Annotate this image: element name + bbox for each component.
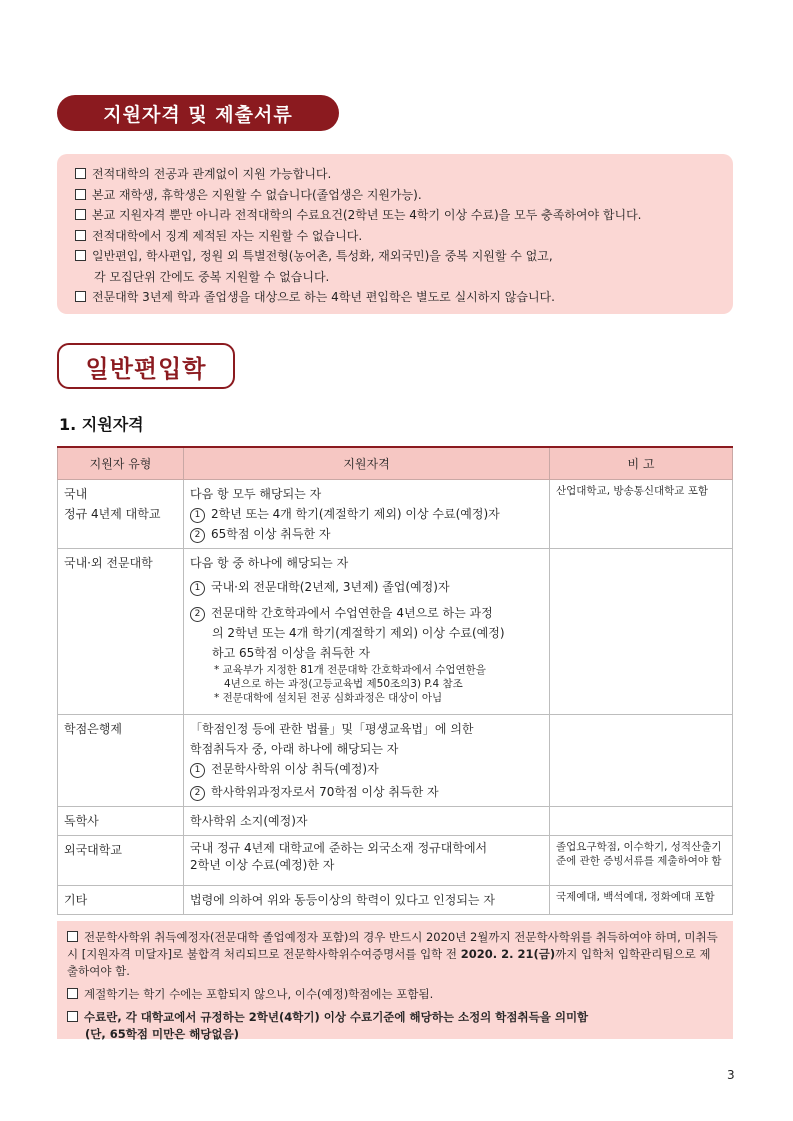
table-row — [58, 480, 733, 549]
circled-two-icon: 2 — [190, 528, 205, 543]
note-cell — [550, 807, 733, 836]
notice-line: 일반편입, 학사편입, 정원 외 특별전형(농어촌, 특성화, 재외국민)을 중복 지원할 수 없고, — [75, 246, 717, 267]
column-header: 지원자 유형 — [58, 447, 184, 480]
page-number: 3 — [727, 1068, 735, 1082]
applicant-type: 독학사 — [58, 807, 184, 836]
checkbox-icon — [75, 189, 86, 200]
checkbox-icon — [67, 988, 78, 999]
notice-line: 본교 재학생, 휴학생은 지원할 수 없습니다(졸업생은 지원가능). — [75, 185, 717, 206]
column-header: 지원자격 — [184, 447, 550, 480]
qualification-cell: 국내 정규 4년제 대학교에 준하는 외국소재 정규대학에서 2학년 이상 수료(예정)한 자 — [184, 836, 550, 886]
note-cell: 국제예대, 백석예대, 정화예대 포함 — [550, 886, 733, 915]
notice-line: 전문대학 3년제 학과 졸업생을 대상으로 하는 4학년 편입학은 별도로 실시하지 않습니다. — [75, 287, 717, 308]
checkbox-icon — [75, 291, 86, 302]
section-title: 일반편입학 — [57, 343, 235, 389]
circled-one-icon: 1 — [190, 763, 205, 778]
checkbox-icon — [67, 931, 78, 942]
circled-one-icon: 1 — [190, 508, 205, 523]
notice-line: 전적대학의 전공과 관계없이 지원 가능합니다. — [75, 164, 717, 185]
qualification-cell: 학사학위 소지(예정)자 — [184, 807, 550, 836]
note-cell — [550, 549, 733, 715]
table-row — [58, 715, 733, 807]
applicant-type: 국내·외 전문대학 — [58, 549, 184, 715]
note-cell — [550, 715, 733, 807]
banner-title: 지원자격 및 제출서류 — [103, 103, 293, 126]
checkbox-icon — [75, 209, 86, 220]
table-row — [58, 549, 733, 715]
subheading: 1. 지원자격 — [59, 415, 144, 434]
footnote-item: 전문학사학위 취득예정자(전문대학 졸업예정자 포함)의 경우 반드시 2020년 2월까지 전문학사학위를 취득하여야 하며, 미취득 시 [지원자격 미달자]로 불합격 처리되므로 전문학사학위수여증명서를 입학 전 2020. 2. 21(금)까지 입학처 입학관리팀으로 제출하여야 함. — [67, 930, 718, 978]
applicant-type: 기타 — [58, 886, 184, 915]
circled-one-icon: 1 — [190, 581, 205, 596]
qualification-cell: 다음 항 모두 해당되는 자 1 2학년 또는 4개 학기(계절학기 제외) 이상 수료(예정)자 2 65학점 이상 취득한 자 — [184, 480, 550, 549]
notice-box — [57, 154, 733, 314]
section-banner — [57, 95, 339, 131]
qualification-cell: 다음 항 중 하나에 해당되는 자 1 국내·외 전문대학(2년제, 3년제) 졸업(예정)자 2 전문대학 간호학과에서 수업연한을 4년으로 하는 과정 의 2학년 또는 4개 학기(계절학기 제외) 이상 수료(예정) 하고 65학점 이상을 취득한 자 * 교육부가 지정한 81개 전문대학 간호학과에서 수업연한을 4년으로 하는 과정(고등교육법 제50조의3) P.4 참조 * 전문대학에 설치된 전공 심화과정은 대상이 아님 — [184, 549, 550, 715]
column-header: 비 고 — [550, 447, 733, 480]
note-cell: 졸업요구학점, 이수학기, 성적산출기준에 관한 증빙서류를 제출하여야 함 — [550, 836, 733, 886]
circled-two-icon: 2 — [190, 607, 205, 622]
notice-line: 각 모집단위 간에도 중복 지원할 수 없습니다. — [94, 269, 330, 284]
circled-two-icon: 2 — [190, 786, 205, 801]
table-row — [58, 886, 733, 915]
table-row — [58, 807, 733, 836]
applicant-type: 국내 정규 4년제 대학교 — [58, 480, 184, 549]
qualification-cell: 「학점인정 등에 관한 법률」및「평생교육법」에 의한 학점취득자 중, 아래 하나에 해당되는 자 1 전문학사학위 이상 취득(예정)자 2 학사학위과정자로서 70학점 이상 취득한 자 — [184, 715, 550, 807]
checkbox-icon — [75, 250, 86, 261]
footnote-box — [57, 921, 733, 1039]
notice-line: 본교 지원자격 뿐만 아니라 전적대학의 수료요건(2학년 또는 4학기 이상 수료)을 모두 충족하여야 합니다. — [75, 205, 717, 226]
checkbox-icon — [75, 168, 86, 179]
applicant-type: 외국대학교 — [58, 836, 184, 886]
applicant-type: 학점은행제 — [58, 715, 184, 807]
footnote-item: 수료란, 각 대학교에서 규정하는 2학년(4학기) 이상 수료기준에 해당하는 소정의 학점취득을 의미함 (단, 65학점 미만은 해당없음) — [67, 1009, 721, 1043]
checkbox-icon — [67, 1011, 78, 1022]
footnote-item: 계절학기는 학기 수에는 포함되지 않으나, 이수(예정)학점에는 포함됨. — [67, 986, 721, 1003]
qualification-table — [57, 446, 733, 915]
checkbox-icon — [75, 230, 86, 241]
qualification-cell: 법령에 의하여 위와 동등이상의 학력이 있다고 인정되는 자 — [184, 886, 550, 915]
table-header-row — [58, 447, 733, 480]
note-cell: 산업대학교, 방송통신대학교 포함 — [550, 480, 733, 549]
table-row — [58, 836, 733, 886]
notice-line: 전적대학에서 징계 제적된 자는 지원할 수 없습니다. — [75, 226, 717, 247]
